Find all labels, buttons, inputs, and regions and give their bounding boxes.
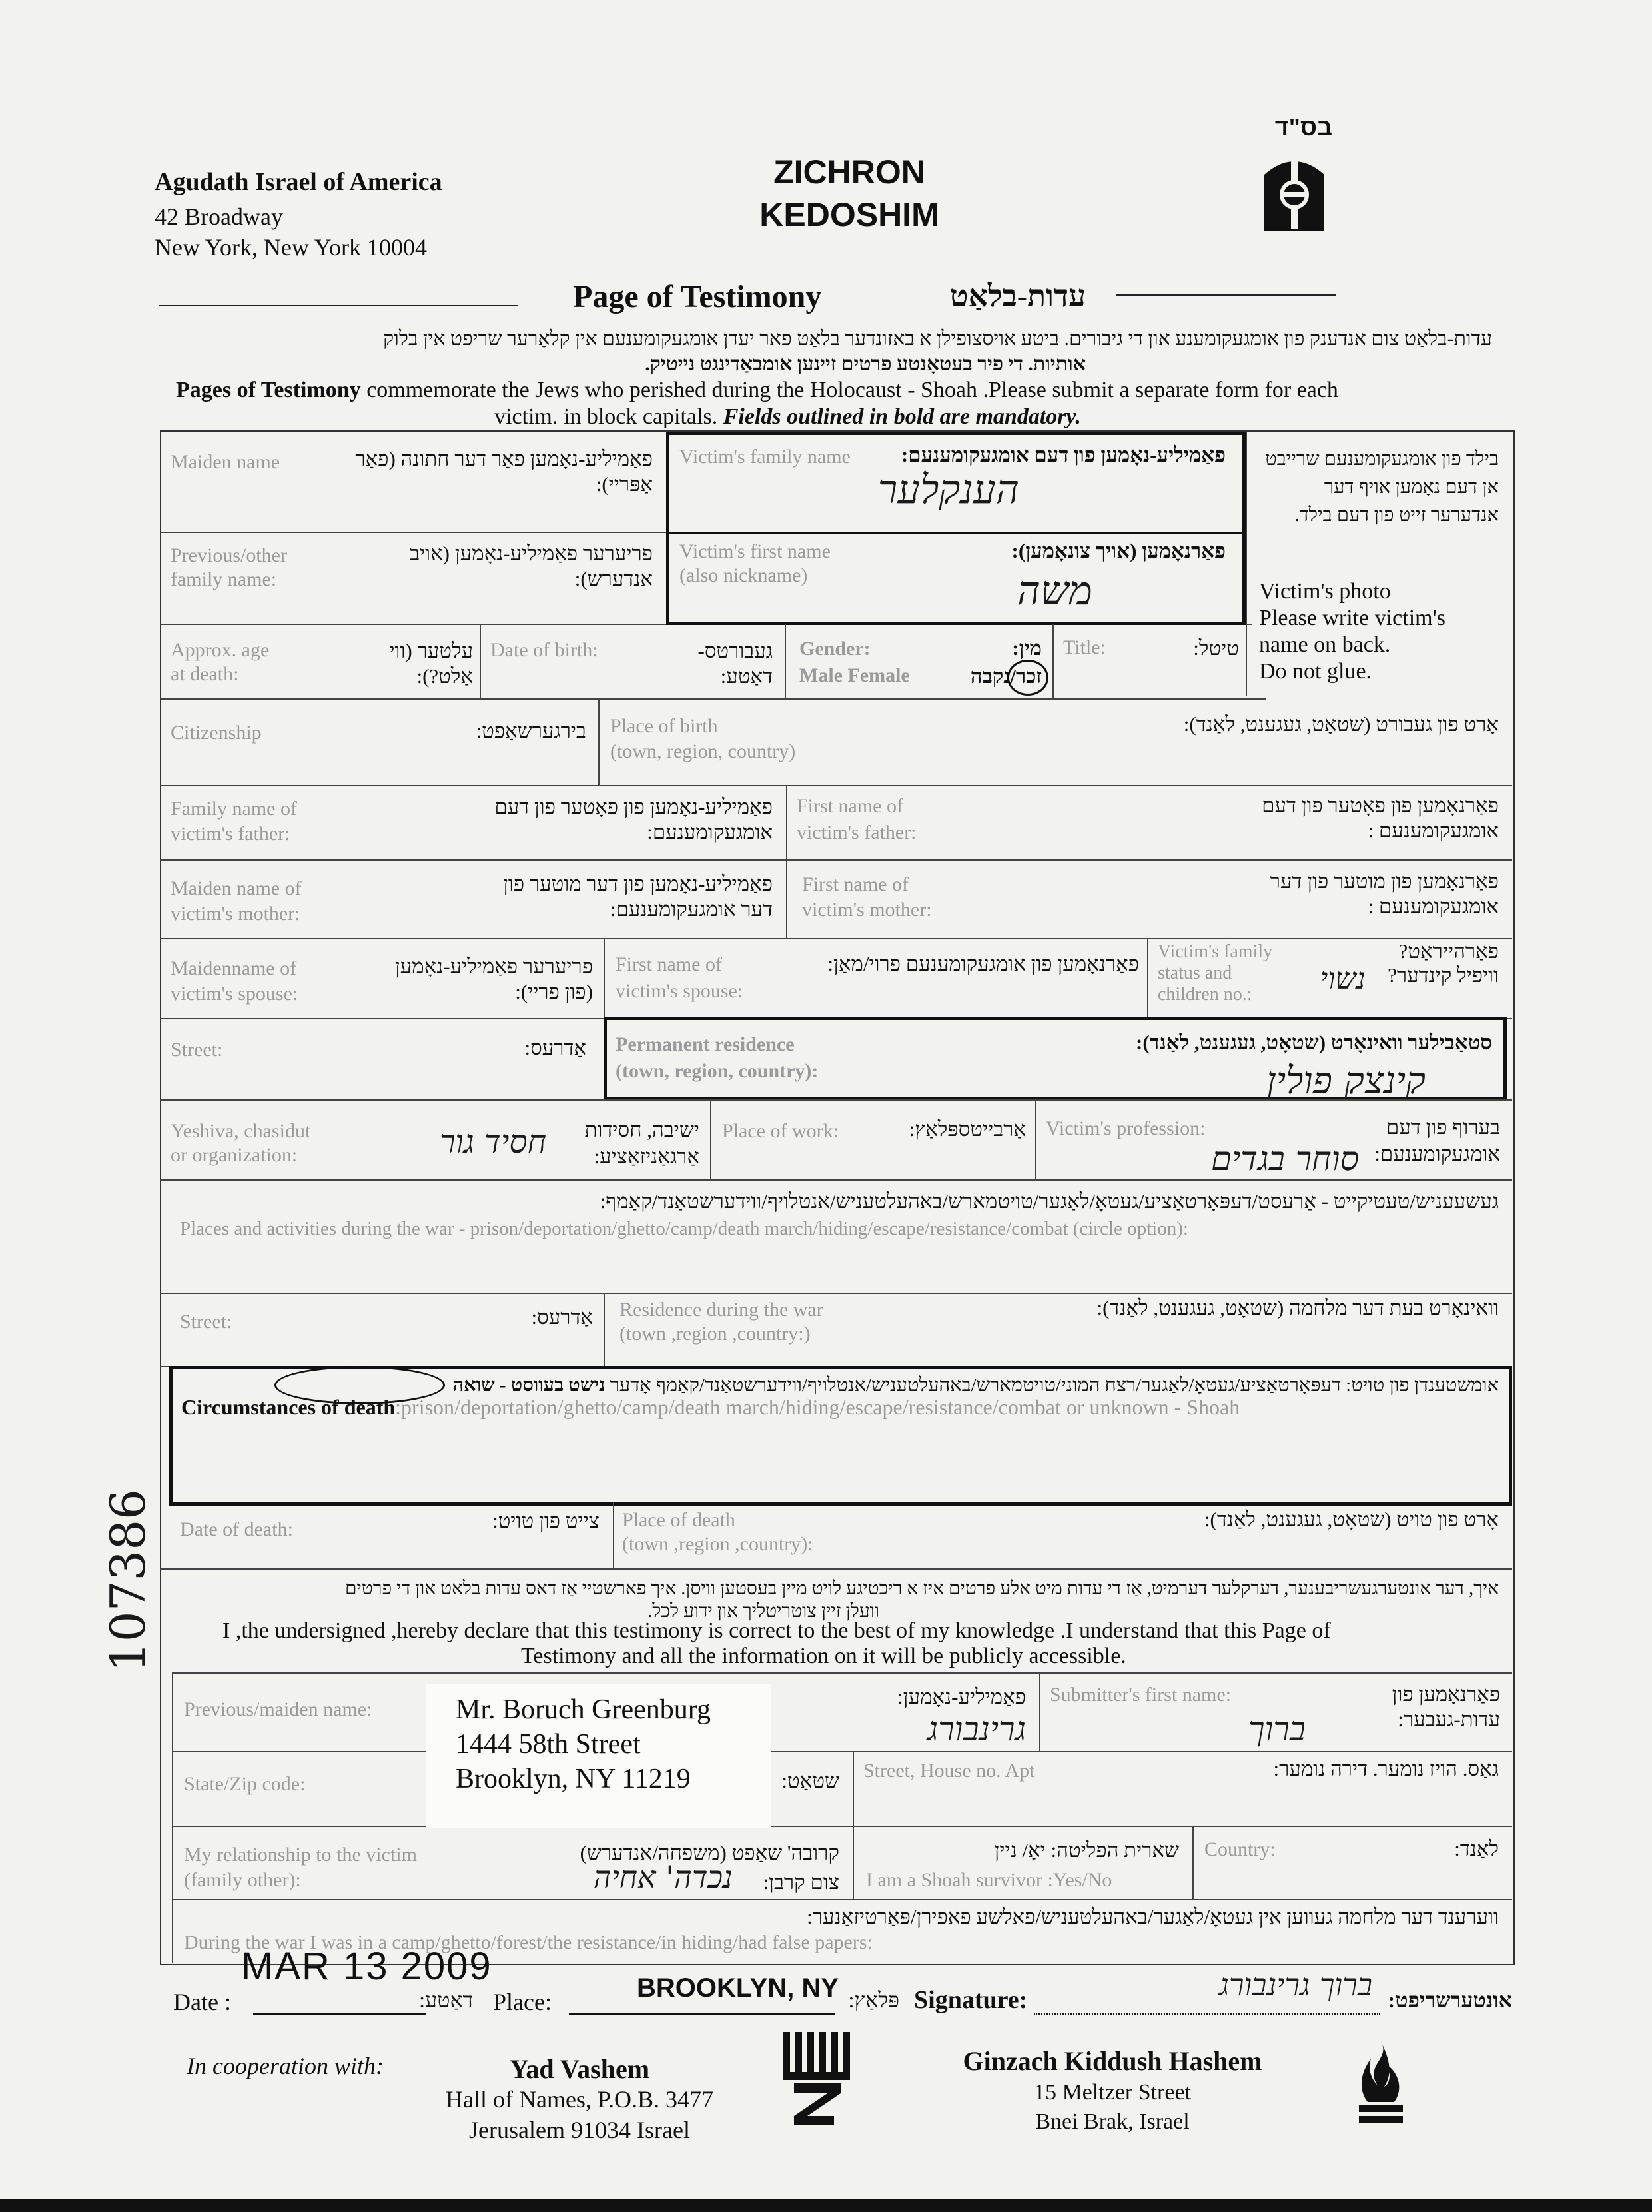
intro-english-2: victim. in block capitals. Fields outlined in bold are mandatory. — [494, 404, 1081, 429]
page-title: Page of Testimony — [573, 279, 822, 314]
title-rule-left — [159, 305, 518, 306]
perm-residence-value[interactable]: קינצק פולין — [1266, 1059, 1426, 1103]
pob-label-en-1: Place of birth — [610, 715, 718, 737]
ginzach-name: Ginzach Kiddush Hashem — [963, 2046, 1262, 2076]
father-first-label-en-2: victim's father: — [797, 822, 917, 843]
age-label-he: עלטער (ווי אַלט?): — [389, 639, 473, 688]
col-line — [1052, 624, 1054, 698]
ginzach-address-2: Bnei Brak, Israel — [1035, 2109, 1190, 2134]
yeshiva-label-he: ישיבה, חסידות אַרגאַניזאַציע: — [584, 1118, 699, 1168]
perm-residence-label-en-1: Permanent residence — [616, 1033, 795, 1055]
address-label-sticker — [426, 1684, 771, 1828]
death-circumstances-label-he: אומשטענדן פון טויט: דעפּאָרטאַציע/געטאָ/לאַגער/רצח המוני/טויטמארש/באהעלטעניש/אנטלויף/ווידערשטאַנד/קאַמף אָדער נישט בעווסט - שואה — [452, 1375, 1499, 1396]
row-line — [172, 1826, 1512, 1827]
col-line — [604, 1293, 605, 1366]
family-status-label-en-1: Victim's family — [1158, 941, 1273, 962]
declaration-en-2: Testimony and all the information on it will be publicly accessible. — [521, 1644, 1126, 1668]
mother-first-label-en-2: victim's mother: — [802, 899, 932, 921]
family-status-value[interactable]: נשוי — [1320, 962, 1366, 996]
profession-label-en: Victim's profession: — [1046, 1117, 1206, 1139]
page-title-hebrew: עדות-בלאַט — [949, 279, 1086, 313]
spouse-maiden-label-en-1: Maidenname of — [171, 957, 297, 979]
pob-label-en-2: (town, region, country) — [610, 740, 796, 762]
father-first-label-en-1: First name of — [797, 795, 903, 817]
title-rule-right — [1116, 294, 1336, 296]
submitter-family-label-he: פאַמיליע-נאָמען: — [897, 1685, 1026, 1708]
org-address-line2: New York, New York 10004 — [155, 234, 428, 261]
yad-vashem-address-2: Jerusalem 91034 Israel — [469, 2117, 690, 2143]
state-zip-label-en: State/Zip code: — [184, 1773, 306, 1795]
place-label-he: פּלאַץ: — [848, 1988, 899, 2012]
col-line — [1246, 432, 1247, 696]
row-line — [172, 1672, 1512, 1674]
col-line — [710, 1099, 711, 1179]
intro-hebrew-1: עדות-בלאַט צום אנדענק פון אומגעקומענע און די גיבורים. ביטע אויסצופילן א באזונדער בלאַט פאר יעדן אומגעקומענעם אין קלאָרער שריפט אין בלוק — [383, 328, 1492, 350]
declaration-en-1: I ,the undersigned ,hereby declare that this testimony is correct to the best of my knowledge .I understand that this Page of — [222, 1618, 1331, 1643]
address-line-1: Mr. Boruch Greenburg — [456, 1694, 711, 1725]
first-name-value[interactable]: משה — [1017, 568, 1092, 614]
war-activities-label-en: Places and activities during the war - prison/deportation/ghetto/camp/death march/hiding/escape/resistance/combat (circle option): — [180, 1218, 1188, 1239]
row-line — [160, 1568, 1512, 1570]
father-family-label-en-2: victim's father: — [171, 823, 290, 845]
agudah-logo-icon — [1258, 148, 1331, 235]
col-line — [598, 698, 600, 785]
photo-label-1: Victim's photo — [1259, 579, 1391, 604]
spouse-maiden-label-he: פריערער פאַמיליע-נאָמען (פון פריי): — [394, 955, 593, 1003]
yeshiva-label-en-2: or organization: — [171, 1144, 298, 1166]
submitter-family-value[interactable]: גרינבורג — [927, 1710, 1026, 1748]
maiden-label-he: פאַמיליע-נאָמען פאַר דער חתונה (פאַר אַפּריי): — [355, 447, 653, 496]
cooperation-label: In cooperation with: — [187, 2053, 384, 2079]
father-family-label-he: פאַמיליע-נאָמען פון פאָטער פון דעם אומגעקומענעם: — [494, 795, 773, 843]
relationship-label-he-2: צום קרבן: — [763, 1870, 839, 1894]
prev-name-label-he: פריערער פאַמיליע-נאָמען (אויב אנדערש): — [410, 542, 653, 590]
during-war-label-en: During the war I was in a camp/ghetto/forest/the resistance/in hiding/had false papers: — [184, 1932, 873, 1953]
perm-residence-label-en-2: (town, region, country): — [616, 1060, 819, 1082]
pod-label-en-2: (town ,region ,country): — [622, 1533, 813, 1555]
spouse-maiden-label-en-2: victim's spouse: — [171, 983, 298, 1005]
dod-label-en: Date of death: — [180, 1518, 293, 1540]
relationship-value[interactable]: נכדה' אחיה — [593, 1859, 733, 1895]
death-circumstances-selected[interactable]: נישט בעווסט - שואה — [452, 1375, 606, 1396]
survivor-label-en: I am a Shoah survivor :Yes/No — [866, 1869, 1112, 1891]
yad-vashem-address-1: Hall of Names, P.O.B. 3477 — [446, 2086, 713, 2113]
during-war-label-he: ווערענד דער מלחמה געווען אין געטאָ/לאַגער/באהעלטעניש/פאלשע פאפירן/פּאַרטיזאַנער: — [807, 1905, 1499, 1928]
street-label-he: אַדרעס: — [524, 1036, 586, 1059]
mother-maiden-label-en-2: victim's mother: — [171, 903, 300, 925]
work-label-he: אַרבייטספּלאַץ: — [909, 1117, 1026, 1141]
family-status-label-en-2: status and — [1158, 963, 1232, 983]
citizenship-label-en: Citizenship — [171, 722, 262, 744]
yeshiva-label-en-1: Yeshiva, chasidut — [171, 1120, 311, 1142]
intro-english-1: Pages of Testimony commemorate the Jews who perished during the Holocaust - Shoah .Please submit a separate form for each — [176, 378, 1338, 402]
profession-label-he: בערוף פון דעם אומגעקומענעם: — [1374, 1115, 1500, 1165]
row-line — [172, 1751, 1512, 1752]
scan-bottom-edge — [0, 2199, 1652, 2212]
col-line — [480, 624, 481, 698]
work-label-en: Place of work: — [722, 1120, 839, 1142]
row-line — [160, 938, 1512, 939]
mother-maiden-label-he: פאַמיליע-נאָמען פון דער מוטער פון דער אומגעקומענעם: — [503, 872, 773, 921]
address-line-2: 1444 58th Street — [456, 1729, 641, 1760]
col-line — [1147, 938, 1148, 1018]
relationship-label-en-2: (family other): — [184, 1869, 301, 1891]
row-line — [160, 859, 1512, 861]
row-line — [172, 1899, 1512, 1900]
death-circumstances-label-en: Circumstances of death:prison/deportation/ghetto/camp/death march/hiding/escape/resistance/combat or unknown - Shoah — [181, 1395, 1240, 1419]
pod-label-he: אָרט פון טויט (שטאָט, געגענט, לאַנד): — [1204, 1508, 1499, 1531]
photo-label-4: Do not glue. — [1259, 659, 1372, 684]
perm-residence-label-he: סטאַבילער וואינאָרט (שטאָט, געגענט, לאַנד): — [1136, 1031, 1492, 1054]
citizenship-label-he: בירגערשאַפט: — [476, 719, 586, 742]
row-line — [666, 532, 1246, 534]
col-line — [1035, 1099, 1036, 1179]
gender-label-en-1: Gender: — [799, 638, 871, 660]
photo-instructions-he: בילד פון אומגעקומענעם שרייבט אן דעם נאָמען אויף דער אנדערער זייט פון דעם בילד. — [1265, 448, 1499, 526]
row-line — [160, 1293, 1512, 1294]
date-label-he: דאַטע: — [419, 1988, 473, 2012]
war-street-label-he: אַדרעס: — [531, 1305, 593, 1329]
col-line — [853, 1751, 854, 1899]
house-address-label-he: גאַס. הויז נומער. דירה נומער: — [1273, 1757, 1499, 1780]
signature-line — [1034, 2013, 1380, 2015]
family-name-value[interactable]: הענקלער — [877, 466, 1019, 513]
dob-label-en: Date of birth: — [490, 639, 598, 661]
gender-circle-mark[interactable] — [1007, 660, 1048, 696]
col-line — [613, 1502, 614, 1568]
row-line — [160, 1179, 1512, 1181]
spouse-first-label-en-2: victim's spouse: — [616, 980, 743, 1002]
signature-label-he: אונטערשריפט: — [1388, 1988, 1512, 2012]
country-label-en: Country: — [1204, 1838, 1276, 1860]
place-line — [569, 2013, 835, 2015]
margin-record-number: 107386 — [100, 1489, 156, 1672]
row-line — [160, 785, 1512, 786]
row-line — [160, 532, 666, 533]
state-label-he: שטאַט: — [781, 1769, 839, 1792]
row-line — [160, 698, 1266, 700]
org-address-line1: 42 Broadway — [155, 203, 283, 230]
ginzach-address-1: 15 Meltzer Street — [1033, 2080, 1192, 2105]
spouse-first-label-en-1: First name of — [616, 953, 722, 975]
prev-name-label-en-2: family name: — [171, 568, 277, 590]
yad-vashem-name: Yad Vashem — [509, 2054, 650, 2084]
father-family-label-en-1: Family name of — [171, 798, 297, 820]
place-label-en: Place: — [493, 1989, 552, 2015]
place-stamp: BROOKLYN, NY — [637, 1973, 839, 2003]
age-label-en-2: at death: — [171, 663, 239, 685]
submitter-first-label-he: פאַרנאָמען פון עדות-געבער: — [1392, 1682, 1500, 1731]
spouse-first-label-he: פאַרנאָמען פון אומגעקומענעם פרוי/מאַן: — [827, 952, 1139, 975]
father-first-label-he: פאַרנאָמען פון פאָטער פון דעם אומגעקומענעם : — [1262, 794, 1499, 842]
org-name: Agudath Israel of America — [155, 168, 442, 196]
title-label-en: Title: — [1063, 636, 1106, 658]
photo-label-2: Please write victim's — [1259, 606, 1446, 630]
submitter-first-label-en: Submitter's first name: — [1050, 1684, 1232, 1706]
yeshiva-value[interactable]: חסיד גור — [439, 1123, 546, 1161]
relationship-label-en-1: My relationship to the victim — [184, 1844, 417, 1866]
first-name-label-he: פאַרנאָמען (אויך צונאָמען): — [1011, 539, 1226, 562]
col-line — [1192, 1826, 1194, 1899]
submitter-prev-name-label-en: Previous/maiden name: — [184, 1698, 372, 1720]
intro-hebrew-2: אותיות. די פיר בעטאָנטע פרטים זיינען אומבאַדינגט נייטיק. — [645, 353, 1086, 375]
family-name-label-en: Victim's family name — [679, 446, 851, 468]
family-name-label-he: פאַמיליע-נאָמען פון דעם אומגעקומענעם: — [901, 443, 1226, 466]
house-address-label-en: Street, House no. Apt — [863, 1760, 1035, 1782]
date-line — [253, 2013, 426, 2015]
first-name-label-en-1: Victim's first name — [679, 540, 831, 562]
ginzach-flame-logo-icon — [1351, 2039, 1411, 2132]
mother-first-label-en-1: First name of — [802, 873, 909, 895]
declaration-he-2: וועלן זיין צוטריטליך און ידוע לכל. — [647, 1601, 879, 1622]
family-status-label-en-3: children no.: — [1158, 984, 1252, 1005]
col-line — [172, 1672, 173, 1963]
war-residence-label-en-1: Residence during the war — [620, 1299, 823, 1321]
title-label-he: טיטל: — [1193, 636, 1239, 660]
profession-value[interactable]: סוחר בגדים — [1211, 1139, 1359, 1178]
pob-label-he: אָרט פון געבורט (שטאָט, געגענט, לאַנד): — [1183, 712, 1499, 736]
war-residence-label-he: וואינאָרט בעת דער מלחמה (שטאָט, געגענט, לאַנד): — [1096, 1296, 1499, 1319]
war-street-label-en: Street: — [180, 1311, 232, 1333]
mother-maiden-label-en-1: Maiden name of — [171, 877, 302, 899]
mother-first-label-he: פאַרנאָמען פון מוטער פון דער אומגעקומענעם : — [1270, 869, 1499, 918]
gender-label-he-2: זכר/נקבה — [970, 664, 1042, 688]
photo-label-3: name on back. — [1259, 632, 1391, 657]
col-line — [604, 938, 605, 1018]
first-name-label-en-2: (also nickname) — [679, 564, 808, 586]
street-label-en: Street: — [171, 1039, 223, 1061]
pod-label-en-1: Place of death — [622, 1509, 735, 1531]
row-line — [160, 1099, 1512, 1101]
col-line — [1039, 1672, 1040, 1751]
dod-label-he: צייט פון טויט: — [492, 1509, 600, 1532]
maiden-label-en: Maiden name — [171, 451, 280, 473]
survivor-label-he: שארית הפליטה: יאָ/ ניין — [994, 1838, 1179, 1862]
yad-vashem-logo-icon — [781, 2029, 855, 2129]
dob-label-he: געבורטס- דאַטע: — [697, 639, 773, 688]
date-label-en: Date : — [173, 1989, 231, 2015]
col-line — [786, 785, 787, 938]
kedoshim-title: KEDOSHIM — [759, 196, 939, 233]
age-label-en-1: Approx. age — [171, 639, 270, 661]
signature-value[interactable]: ברוך גרינבורג — [1218, 1967, 1372, 2003]
gender-label-he-1: מין: — [1012, 636, 1042, 660]
relationship-label-he-1: קרובה' שאַפט (משפחה/אנדערש) — [580, 1841, 839, 1864]
address-line-3: Brooklyn, NY 11219 — [456, 1764, 691, 1794]
prev-name-label-en-1: Previous/other — [171, 544, 287, 566]
war-activities-label-he: געשעעניש/טעטיקייט - אַרעסט/דעפּאָרטאַציע/געטאָ/לאַגער/טויטמארש/באהעלטעניש/אנטלויף/ווידערשטאַנד/קאַמף: — [600, 1189, 1499, 1213]
bsd-mark: בס"ד — [1274, 113, 1332, 141]
submitter-first-value[interactable]: ברוך — [1248, 1710, 1306, 1748]
date-stamp: MAR 13 2009 — [241, 1945, 492, 1988]
gender-label-en-2: Male Female — [799, 664, 910, 686]
declaration-he-1: איך, דער אונטערגעשריבענער, דערקלער דערמיט, אַז די עדות מיט אלע פרטים איז א ריכטיגע לויט מיין בעסטען וויסן. איך פארשטיי אַז דאס עדות בלאט און די פרטים — [345, 1578, 1499, 1599]
family-status-label-he: פאַרהייראַט? וויפיל קינדער? — [1388, 939, 1499, 987]
col-line — [785, 624, 786, 698]
country-label-he: לאַנד: — [1454, 1837, 1499, 1860]
signature-label-en: Signature: — [914, 1986, 1028, 2014]
zichron-title: ZICHRON — [773, 153, 925, 191]
war-residence-label-en-2: (town ,region ,country:) — [620, 1323, 811, 1345]
